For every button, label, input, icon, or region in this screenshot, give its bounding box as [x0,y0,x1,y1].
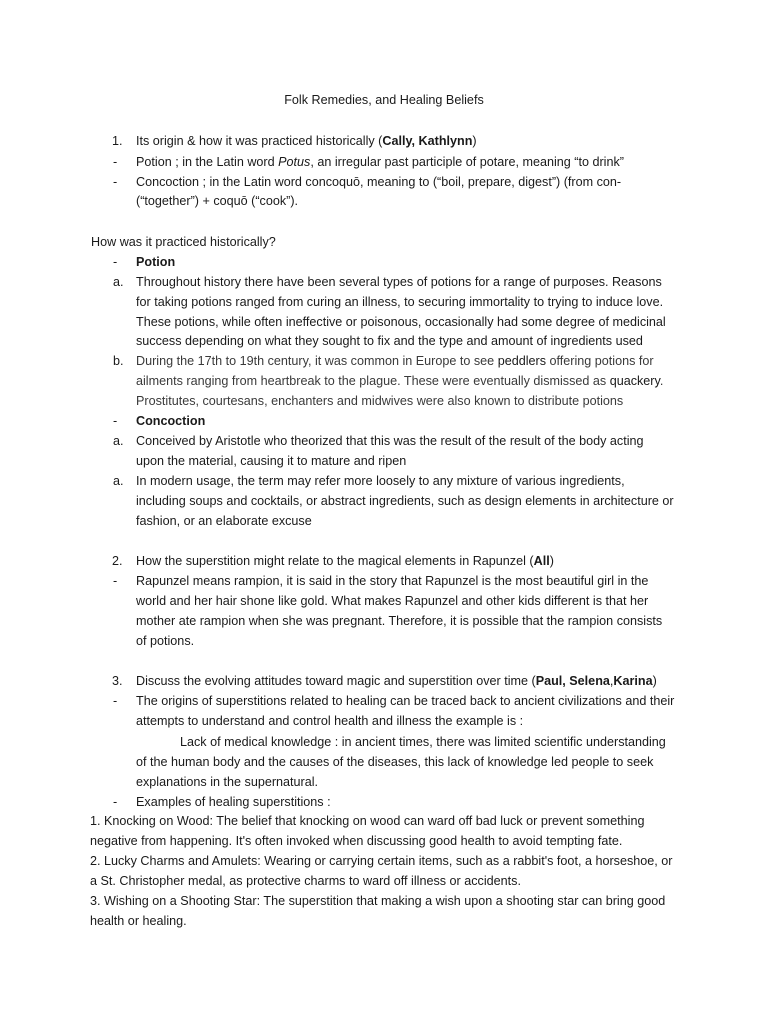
origins-line-2: attempts to understand and control health and illness the example is : [136,714,524,728]
list-marker-a: a. [113,474,124,488]
potion-a-line-3: These potions, while often ineffective or poisonous, occasionally had some degree of medicinal [136,315,666,329]
section-2-heading: How the superstition might relate to the magical elements in Rapunzel (All) [136,554,554,568]
rapunzel-line-2: world and her hair shone like gold. What makes Rapunzel and other kids different is that her [136,594,649,608]
document-title: Folk Remedies, and Healing Beliefs [284,93,484,107]
list-marker-a: a. [113,434,124,448]
potion-b-line-2: ailments ranging from heartbreak to the plague. These were eventually dismissed as quackery. [136,374,664,388]
rapunzel-line-4: of potions. [136,634,195,648]
potion-definition: Potion ; in the Latin word Potus, an irregular past participle of potare, meaning “to drink” [136,155,624,169]
section-3-authors: Paul, Selena [535,674,610,688]
bullet-dash: - [113,155,118,169]
section-1-heading: Its origin & how it was practiced historically (Cally, Kathlynn) [136,134,477,148]
bullet-dash: - [113,694,118,708]
concoction-a2-line-1: In modern usage, the term may refer more loosely to any mixture of various ingredients, [136,474,625,488]
section-2-number: 2. [112,554,123,568]
concoction-a1-line-2: upon the material, causing it to mature and ripen [136,454,407,468]
section-3-number: 3. [112,674,123,688]
origins-line-5: explanations in the supernatural. [136,775,319,789]
concoction-a1-line-1: Conceived by Aristotle who theorized that this was the result of the result of the body acting [136,434,644,448]
concoction-a2-line-2: including soups and cocktails, or abstract ingredients, such as design elements in architecture or [136,494,674,508]
example-1-line-2: negative from happening. It's often invoked when discussing good health to avoid tempting fate. [90,834,623,848]
historical-question: How was it practiced historically? [91,235,276,249]
section-2-authors: All [533,554,550,568]
examples-heading: Examples of healing superstitions : [136,795,331,809]
section-1-number: 1. [112,134,123,148]
rapunzel-line-3: mother ate rampion when she was pregnant. Therefore, it is possible that the rampion consists [136,614,663,628]
origins-line-3: Lack of medical knowledge : in ancient times, there was limited scientific understanding [180,735,666,749]
potion-a-line-4: success depending on what they sought to fix and the type and amount of ingredients used [136,334,643,348]
example-1-line-1: 1. Knocking on Wood: The belief that knocking on wood can ward off bad luck or prevent something [90,814,645,828]
peddlers-link-text: peddlers [497,354,546,368]
potion-a-line-1: Throughout history there have been several types of potions for a range of purposes. Reasons [136,275,662,289]
bullet-dash: - [113,795,118,809]
bullet-dash: - [113,414,118,428]
potion-heading: Potion [136,255,176,269]
potion-b-line-1: During the 17th to 19th century, it was common in Europe to see peddlers offering potions for [136,354,654,368]
potion-b-line-3: Prostitutes, courtesans, enchanters and midwives were also known to distribute potions [136,394,624,408]
rapunzel-line-1: Rapunzel means rampion, it is said in the story that Rapunzel is the most beautiful girl in the [136,574,649,588]
concoction-definition-line-1: Concoction ; in the Latin word concoquō, meaning to (“boil, prepare, digest”) (from con- [136,175,622,189]
example-2-line-2: a St. Christopher medal, as protective charms to ward off illness or accidents. [90,874,521,888]
section-3-heading: Discuss the evolving attitudes toward magic and superstition over time (Paul, Selena,Karina) [136,674,657,688]
section-1-authors: Cally, Kathlynn [382,134,473,148]
quackery-link-text: quackery [609,374,660,388]
list-marker-a: a. [113,275,124,289]
origins-line-4: of the human body and the causes of the diseases, this lack of knowledge led people to seek [136,755,654,769]
example-2-line-1: 2. Lucky Charms and Amulets: Wearing or carrying certain items, such as a rabbit's foot, a horseshoe, or [90,854,673,868]
section-3-authors-2: Karina [613,674,653,688]
origins-line-1: The origins of superstitions related to healing can be traced back to ancient civilizations and their [136,694,675,708]
concoction-definition-line-2: (“together”) + coquō (“cook”). [136,194,299,208]
example-3-line-1: 3. Wishing on a Shooting Star: The superstition that making a wish upon a shooting star can bring good [90,894,666,908]
example-3-line-2: health or healing. [90,914,187,928]
concoction-a2-line-3: fashion, or an elaborate excuse [136,514,312,528]
bullet-dash: - [113,255,118,269]
concoction-heading: Concoction [136,414,206,428]
potion-a-line-2: for taking potions ranged from curing an illness, to securing immortality to trying to induce love. [136,295,664,309]
bullet-dash: - [113,574,118,588]
list-marker-b: b. [113,354,124,368]
bullet-dash: - [113,175,118,189]
